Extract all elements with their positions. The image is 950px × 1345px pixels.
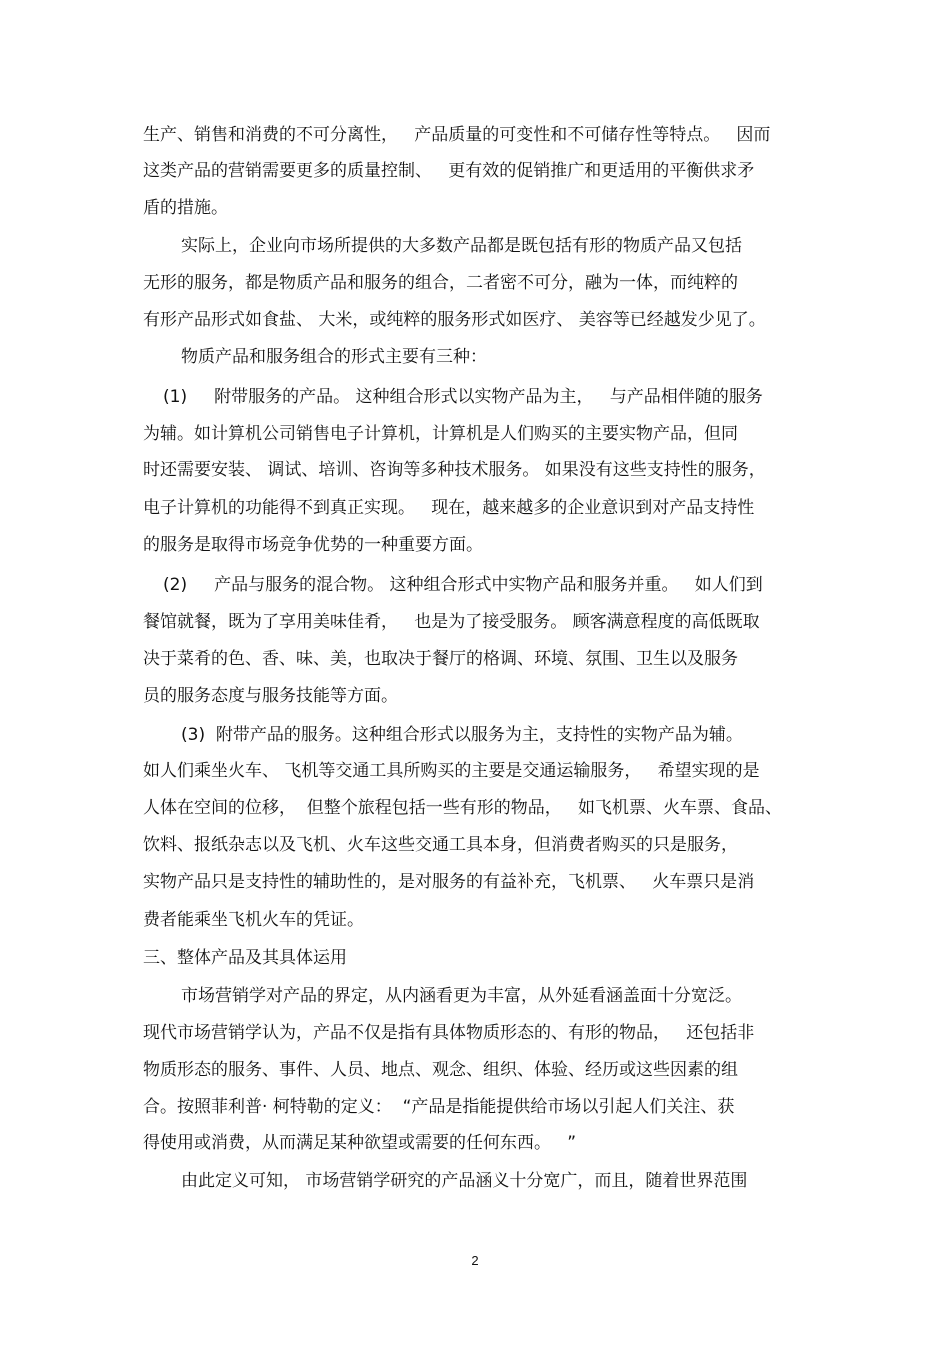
text-line: 生产、销售和消费的不可分离性， 产品质量的可变性和不可储存性等特点。 因而 xyxy=(143,125,771,145)
text-line: 物质形态的服务、事件、人员、地点、观念、组织、体验、经历或这些因素的组 xyxy=(143,1060,738,1080)
text-line: 餐馆就餐，既为了享用美味佳肴， 也是为了接受服务。 顾客满意程度的高低既取 xyxy=(143,612,760,632)
text-line: 时还需要安装、 调试、培训、咨询等多种技术服务。 如果没有这些支持性的服务， xyxy=(143,460,766,480)
text-line: 市场营销学对产品的界定，从内涵看更为丰富，从外延看涵盖面十分宽泛。 xyxy=(181,986,742,1006)
text-line: 现代市场营销学认为，产品不仅是指有具体物质形态的、有形的物品， 还包括非 xyxy=(143,1023,755,1043)
text-line: 为辅。如计算机公司销售电子计算机，计算机是人们购买的主要实物产品，但同 xyxy=(143,424,738,444)
text-line: 有形产品形式如食盐、 大米，或纯粹的服务形式如医疗、 美容等已经越发少见了。 xyxy=(143,310,766,330)
text-line: 无形的服务，都是物质产品和服务的组合，二者密不可分，融为一体，而纯粹的 xyxy=(143,273,738,293)
text-line: 的服务是取得市场竞争优势的一种重要方面。 xyxy=(143,535,483,555)
text-line: 得使用或消费，从而满足某种欲望或需要的任何东西。 ” xyxy=(143,1133,577,1153)
text-line: 决于菜肴的色、香、味、美，也取决于餐厅的格调、环境、氛围、卫生以及服务 xyxy=(143,649,738,669)
text-line: 人体在空间的位移， 但整个旅程包括一些有形的物品， 如飞机票、火车票、食品、 xyxy=(143,798,783,818)
text-line: 由此定义可知， 市场营销学研究的产品涵义十分宽广，而且，随着世界范围 xyxy=(181,1171,748,1191)
text-line: 盾的措施。 xyxy=(143,198,228,218)
text-line: 电子计算机的功能得不到真正实现。 现在，越来越多的企业意识到对产品支持性 xyxy=(143,498,755,518)
page-number: 2 xyxy=(471,1253,479,1268)
text-line: 费者能乘坐飞机火车的凭证。 xyxy=(143,910,364,930)
text-line: (3) 附带产品的服务。这种组合形式以服务为主，支持性的实物产品为辅。 xyxy=(181,725,743,745)
text-line: 合。按照菲利普· 柯特勒的定义： “产品是指能提供给市场以引起人们关注、获 xyxy=(143,1097,735,1117)
text-line: (2) 产品与服务的混合物。 这种组合形式中实物产品和服务并重。 如人们到 xyxy=(163,575,763,595)
text-line: 这类产品的营销需要更多的质量控制、 更有效的促销推广和更适用的平衡供求矛 xyxy=(143,161,755,181)
text-line: 实际上，企业向市场所提供的大多数产品都是既包括有形的物质产品又包括 xyxy=(181,236,742,256)
section-heading: 三、整体产品及其具体运用 xyxy=(143,948,347,968)
text-line: 员的服务态度与服务技能等方面。 xyxy=(143,686,398,706)
text-line: 饮料、报纸杂志以及飞机、火车这些交通工具本身，但消费者购买的只是服务， xyxy=(143,835,738,855)
text-line: 实物产品只是支持性的辅助性的，是对服务的有益补充，飞机票、 火车票只是消 xyxy=(143,872,755,892)
text-line: 如人们乘坐火车、 飞机等交通工具所购买的主要是交通运输服务， 希望实现的是 xyxy=(143,761,760,781)
text-line: (1) 附带服务的产品。 这种组合形式以实物产品为主， 与产品相伴随的服务 xyxy=(163,387,763,407)
text-line: 物质产品和服务组合的形式主要有三种： xyxy=(181,347,487,367)
